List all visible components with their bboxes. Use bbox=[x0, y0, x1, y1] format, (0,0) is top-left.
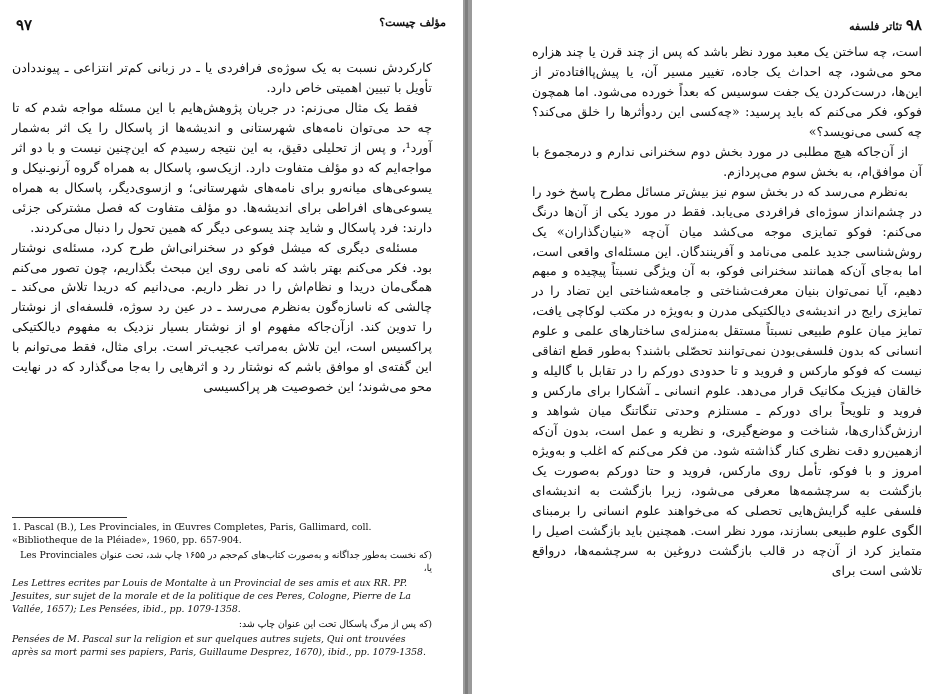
left-page-header bbox=[16, 16, 446, 34]
right-paragraph: است، چه ساختن یک معبد مورد نظر باشد که پس از چند قرن یا چند هزاره محو می‌شود، چه احداث یک جاده، تغییر مسیر آن، یا پیش‌پاافتاده‌تر از این‌ها، درست‌کردن یک جفت سوسیس که بعداً خورده می‌شود. اما همچون فوکو، فکر می‌کنم که باید پرسید: «چه‌کسی این ردوأثرها را خلق می‌کند؟ چه کسی می‌نویسد؟» bbox=[532, 44, 922, 139]
right-page-header bbox=[532, 16, 922, 34]
right-paragraph: از آن‌جاکه هیچ مطلبی در مورد بخش دوم سخنرانی ندارم و درمجموع با آن موافق‌ام، به بخش سوم می‌پردازم. bbox=[532, 143, 922, 179]
footnote-citation: Les Lettres ecrites par Louis de Montalte à un Provincial de ses amis et aux RR. PP. Jesuites, sur sujet de la morale et de la politique de ces Peres, Cologne, Pierre de La Vallée, 1657); Les Pensées, ibid., pp. 1079-1358. bbox=[12, 578, 411, 615]
footnote-separator bbox=[12, 517, 127, 518]
footnote-persian-note: (که پس از مرگ پاسکال تحت این عنوان چاپ شد: bbox=[238, 619, 432, 630]
footnote-persian-note: (که نخست به‌طور جداگانه و به‌صورت کتاب‌های کم‌حجم در ۱۶۵۵ چاپ شد، تحت عنوان Les Provinciales یا، bbox=[20, 550, 432, 574]
left-body-text bbox=[12, 58, 432, 397]
book-gutter bbox=[463, 0, 472, 694]
left-paragraph: مسئله‌ی دیگری که میشل فوکو در سخنرانی‌اش طرح کرد، مسئله‌ی نوشتار بود. فکر می‌کنم بهتر باشد که نامی روی این مبحث بگذاریم، چون تصور می‌کنم همگی‌مان دریدا و نظام‌اش را در نظر داریم. می‌دانیم که دریدا تلاش می‌کند ـ چالشی که ناسازه‌گون به‌نظرم می‌رسد ـ در عین رد سوژه، فلسفه‌ای از نوشتار را تدوین کند. ازآن‌جاکه مفهوم او از نوشتار بسیار نزدیک به مفهوم دیالکتیکی پراکسیس است، این تلاش به‌مراتب عجیب‌تر است. برای مثال، فقط می‌توانم با این گفته‌ی او موافق باشم که نوشتار رد و اثرهایی را به‌جا می‌گذارد که در نهایت محو می‌شوند؛ این خصوصیت هر پراکسیسی bbox=[12, 239, 432, 395]
footnote-1: 1. Pascal (B.), Les Provinciales, in Œuvres Completes, Paris, Gallimard, coll. «Bibliotheque de la Pléiade», 1960, pp. 657-904. bbox=[12, 522, 372, 546]
right-page bbox=[472, 0, 935, 694]
right-running-title: تئاتر فلسفه bbox=[849, 20, 903, 33]
right-paragraph: به‌نظرم می‌رسد که در بخش سوم نیز بیش‌تر مسائل مطرح پاسخ خود را در چشم‌انداز سوژه‌ای فرافردی می‌یابد. فقط در مورد یکی از آن‌ها درنگ می‌کنم: فوکو تمایزی موجه می‌کشد میان آن‌چه «بنیان‌گذاران» یک روش‌شناسی جدید علمی می‌نامد و آفرینندگان. این مسئله‌ای واقعی است، اما به‌جای آن‌که همانند سخنرانی فوکو، به آن ویژگی نسبتاً پیچیده و مبهم دهیم، آیا نمی‌توان بنیان معرفت‌شناختی و جامعه‌شناختی این تضاد را در تمایزی رایج در اندیشه‌ی دیالکتیکی مدرن و به‌ویژه در مکتب لوکاچی یافت، تمایز میان علوم طبیعی نسبتاً مستقل به‌منزله‌ی ساختارهای علمی و علوم انسانی که بدون فلسفی‌بودن نمی‌توانند تحصّلی باشند؟ به‌طور قطع اتفاقی نیست که فوکو مارکس و فروید و تا حدودی دورکم را در تقابل با گالیله و خالقان فیزیک مکانیک قرار می‌دهد. علوم انسانی ـ آشکارا برای مارکس و فروید و تلویحاً برای دورکم ـ مستلزم وحدتی تنگاتنگ میان شواهد و ارزش‌گذاری‌ها، شناخت و موضع‌گیری، و نظریه و عمل است، بدون آن‌که ازهمین‌رو دقت نظری کنار گذاشته شود. من فکر می‌کنم که اغلب و به‌ویژه امروز و با فوکو، تأمل روی مارکس، فروید و حتا دورکم به‌صورت یک بازگشت به سرچشمه‌ها معرفی می‌شود، زیرا بازگشت به اندیشه‌ای فلسفی علیه گرایش‌هایی تحصلی که می‌خواهند علوم انسانی را برمبنای الگوی علوم طبیعی بسازند، مورد نظر است. همچنین باید بازگشت اصیل را متمایز کرد از آن‌چه در قالب بازگشت دروغین به سرچشمه‌ها، درواقع تلاشی است برای bbox=[532, 183, 922, 578]
right-page-number: ۹۸ bbox=[905, 16, 922, 34]
left-paragraph: کارکردش نسبت به یک سوژه‌ی فرافردی یا ـ در زبانی کم‌تر انتزاعی ـ پیونددادن تأویل با تبیین اهمیتی خاص دارد. bbox=[12, 60, 432, 95]
left-paragraph: فقط یک مثال می‌زنم: در جریان پژوهش‌هایم با این مسئله مواجه شدم که تا چه حد می‌توان نامه‌های شهرستانی و اندیشه‌ها از پاسکال را یک اثر به‌شمار آورد¹، و پس از تحلیلی دقیق، به این نتیجه رسیدم که این‌چنین نیست و با دو اثر مواجه‌ایم که دو مؤلف متفاوت دارد. ازیک‌سو، پاسکال به همراه گروه آرنو‌ـ‌نیکل و یسوعی‌های میانه‌رو برای نامه‌های شهرستانی؛ و ازسوی‌دیگر، پاسکال به همراه یسوعی‌های افراطی برای اندیشه‌ها. دو مؤلف متفاوت که فصل مشترکی جزئی دارند: فرد پاسکال و شاید چند یسوعی دیگر که همین تحول را دنبال می‌کردند. bbox=[12, 99, 432, 235]
footnotes bbox=[12, 521, 432, 661]
footnote-citation: Pensées de M. Pascal sur la religion et sur quelques autres sujets, Qui ont trouvées après sa mort parmi ses papiers, Paris, Guillaume Desprez, 1670), ibid., pp. 1079-1358. bbox=[12, 634, 426, 658]
right-body-text bbox=[532, 42, 922, 581]
left-page bbox=[0, 0, 463, 694]
left-page-number: ۹۷ bbox=[16, 16, 33, 34]
left-running-title: مؤلف چیست؟ bbox=[379, 16, 446, 29]
